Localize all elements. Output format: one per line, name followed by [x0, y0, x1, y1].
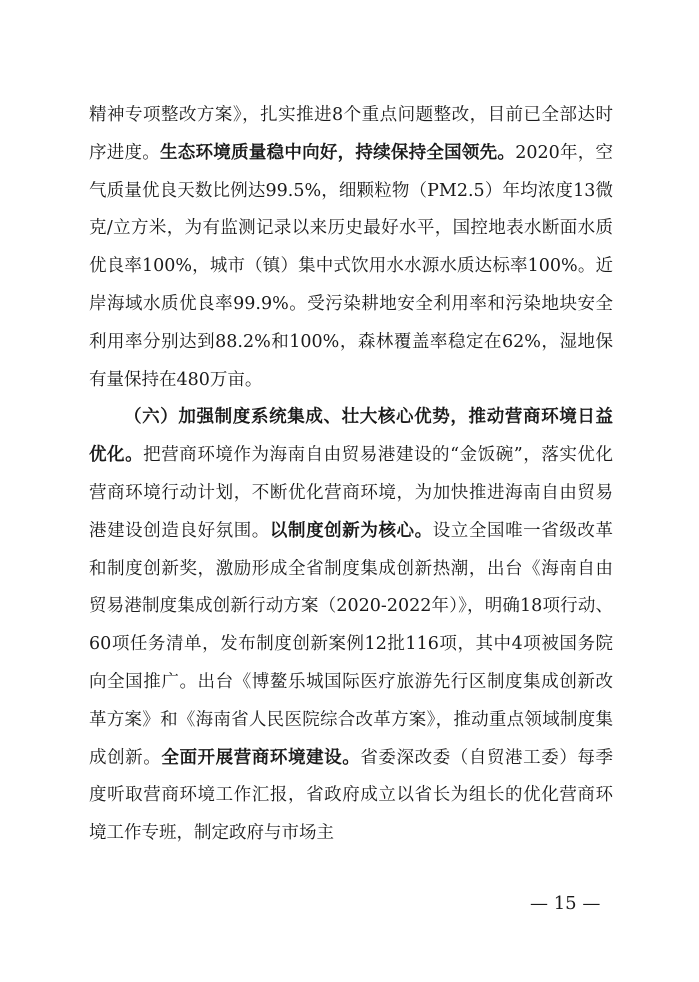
document-body — [89, 97, 613, 853]
section-heading: （六）加强制度系统集成、壮大核心优势，推动营商环境日益优化。 — [89, 407, 613, 466]
bold-highlight: 生态环境质量稳中向好，持续保持全国领先。 — [160, 142, 516, 163]
bold-highlight: 全面开展营商环境建设。 — [161, 747, 361, 768]
paragraph-environment — [89, 97, 613, 399]
paragraph-business-environment — [89, 399, 613, 853]
paragraph-text: 精神专项整改方案》，扎实推进8个重点问题整改，目前已全部达时序进度。 — [89, 105, 613, 163]
paragraph-text: 2020年，空气质量优良天数比例达99.5%，细颗粒物（PM2.5）年均浓度13微克/立方米，为有监测记录以来历史最好水平，国控地表水断面水质优良率100%，城市（镇）集中式饮用水水源水质达标率100%。近岸海域水质优良率99.9%。受污染耕地安全利用率和污染地块安全利用率分别达到88.2%和100%，森林覆盖率稳定在62%，湿地保有量保持在480万亩。 — [89, 142, 613, 390]
page-number: — 15 — — [530, 893, 601, 914]
paragraph-text: 设立全国唯一省级改革和制度创新奖，激励形成全省制度集成创新热潮，出台《海南自由贸易港制度集成创新行动方案（2020-2022年）》，明确18项行动、60项任务清单，发布制度创新案例12批116项，其中4项被国务院向全国推广。出台《博鳌乐城国际医疗旅游先行区制度集成创新改革方案》和《海南省人民医院综合改革方案》，推动重点领域制度集成创新。 — [89, 520, 614, 768]
bold-highlight: 以制度创新为核心。 — [269, 520, 433, 541]
paragraph-text: 省委深改委（自贸港工委）每季度听取营商环境工作汇报，省政府成立以省长为组长的优化营商环境工作专班，制定政府与市场主 — [89, 747, 614, 844]
paragraph-text: 把营商环境作为海南自由贸易港建设的“金饭碗”，落实优化营商环境行动计划，不断优化营商环境，为加快推进海南自由贸易港建设创造良好氛围。 — [89, 445, 613, 541]
